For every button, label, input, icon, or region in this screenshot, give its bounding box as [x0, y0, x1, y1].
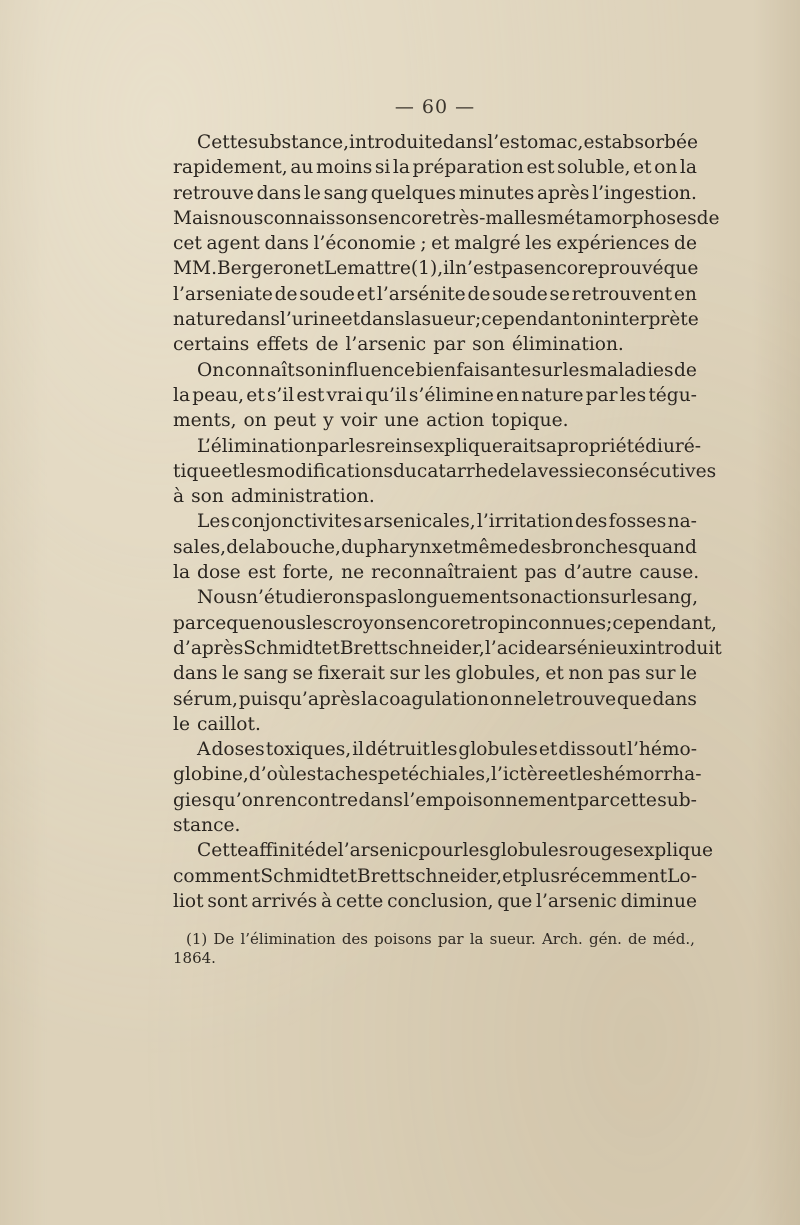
text-line: Cette substance, introduite dans l’estomac, est absorbée [197, 132, 698, 153]
text-line: gies qu’on rencontre dans l’empoisonnement par cette sub- [173, 789, 697, 811]
text-line: Mais nous connaissons encore très-mal les métamorphoses de [173, 207, 720, 229]
text-line: Nous n’étudierons pas longuement son action sur le sang, [197, 587, 698, 609]
text-line: à son administration. [173, 486, 375, 508]
text-line: dans le sang se fixerait sur les globules, et non pas sur le [173, 663, 697, 685]
text-line: la peau, et s’il est vrai qu’il s’élimine en nature par les tégu- [173, 384, 697, 406]
page-number: — 60 — [394, 96, 476, 118]
text-line: tique et les modifications du catarrhe de la vessie consécutives [173, 460, 717, 482]
text-line: nature dans l’urine et dans la sueur ; cependant on interprète [173, 309, 699, 331]
text-line: stance. [173, 815, 241, 837]
text-line: globine, d’où les taches petéchiales, l’ictère et les hémorrha- [173, 764, 702, 786]
body-text [173, 130, 722, 914]
text-line: rapidement, au moins si la préparation est soluble, et on la [173, 157, 697, 179]
text-line: comment Schmidt et Brettschneider, et plus récemment Lo- [173, 865, 697, 887]
text-line: sérum, puisqu’après la coagulation on ne le trouve que dans [173, 688, 697, 710]
text-line: MM. Bergeron et Lemattre (1), il n’est pas encore prouvé que [173, 258, 699, 280]
text-line: certains effets de l’arsenic par son élimination. [173, 334, 624, 356]
text-line: d’après Schmidt et Brettschneider, l’acide arsénieux introduit [173, 637, 722, 659]
text-line: Cette affinité de l’arsenic pour les globules rouges explique [197, 840, 714, 862]
text-line: Les conjonctivites arsenicales, l’irritation des fosses na- [197, 511, 697, 533]
text-line: parce que nous les croyons encore trop inconnues ; cependant, [173, 612, 717, 634]
footnote [173, 930, 695, 968]
text-line: ments, on peut y voir une action topique. [173, 410, 569, 432]
text-line: cet agent dans l’économie ; et malgré les expériences de [173, 233, 697, 255]
footnote-line: 1864. [173, 949, 216, 967]
text-line: L’élimination par les reins expliquerait sa propriété diuré- [197, 435, 702, 457]
text-line: le caillot. [173, 713, 261, 735]
text-line: retrouve dans le sang quelques minutes après l’ingestion. [173, 182, 697, 204]
text-line: On connaît son influence bienfaisante sur les maladies de [197, 359, 697, 381]
text-line: l’arseniate de soude et l’arsénite de soude se retrouvent en [173, 283, 697, 305]
text-line: liot sont arrivés à cette conclusion, que l’arsenic diminue [173, 890, 697, 912]
text-line: la dose est forte, ne reconnaîtraient pas d’autre cause. [173, 562, 700, 584]
footnote-line: (1) De l’élimination des poisons par la sueur. Arch. gén. de méd., [186, 930, 695, 948]
text-line: A doses toxiques, il détruit les globules et dissout l’hémo- [197, 739, 697, 761]
text-line: sales, de la bouche, du pharynx et même des bronches quand [173, 536, 697, 558]
